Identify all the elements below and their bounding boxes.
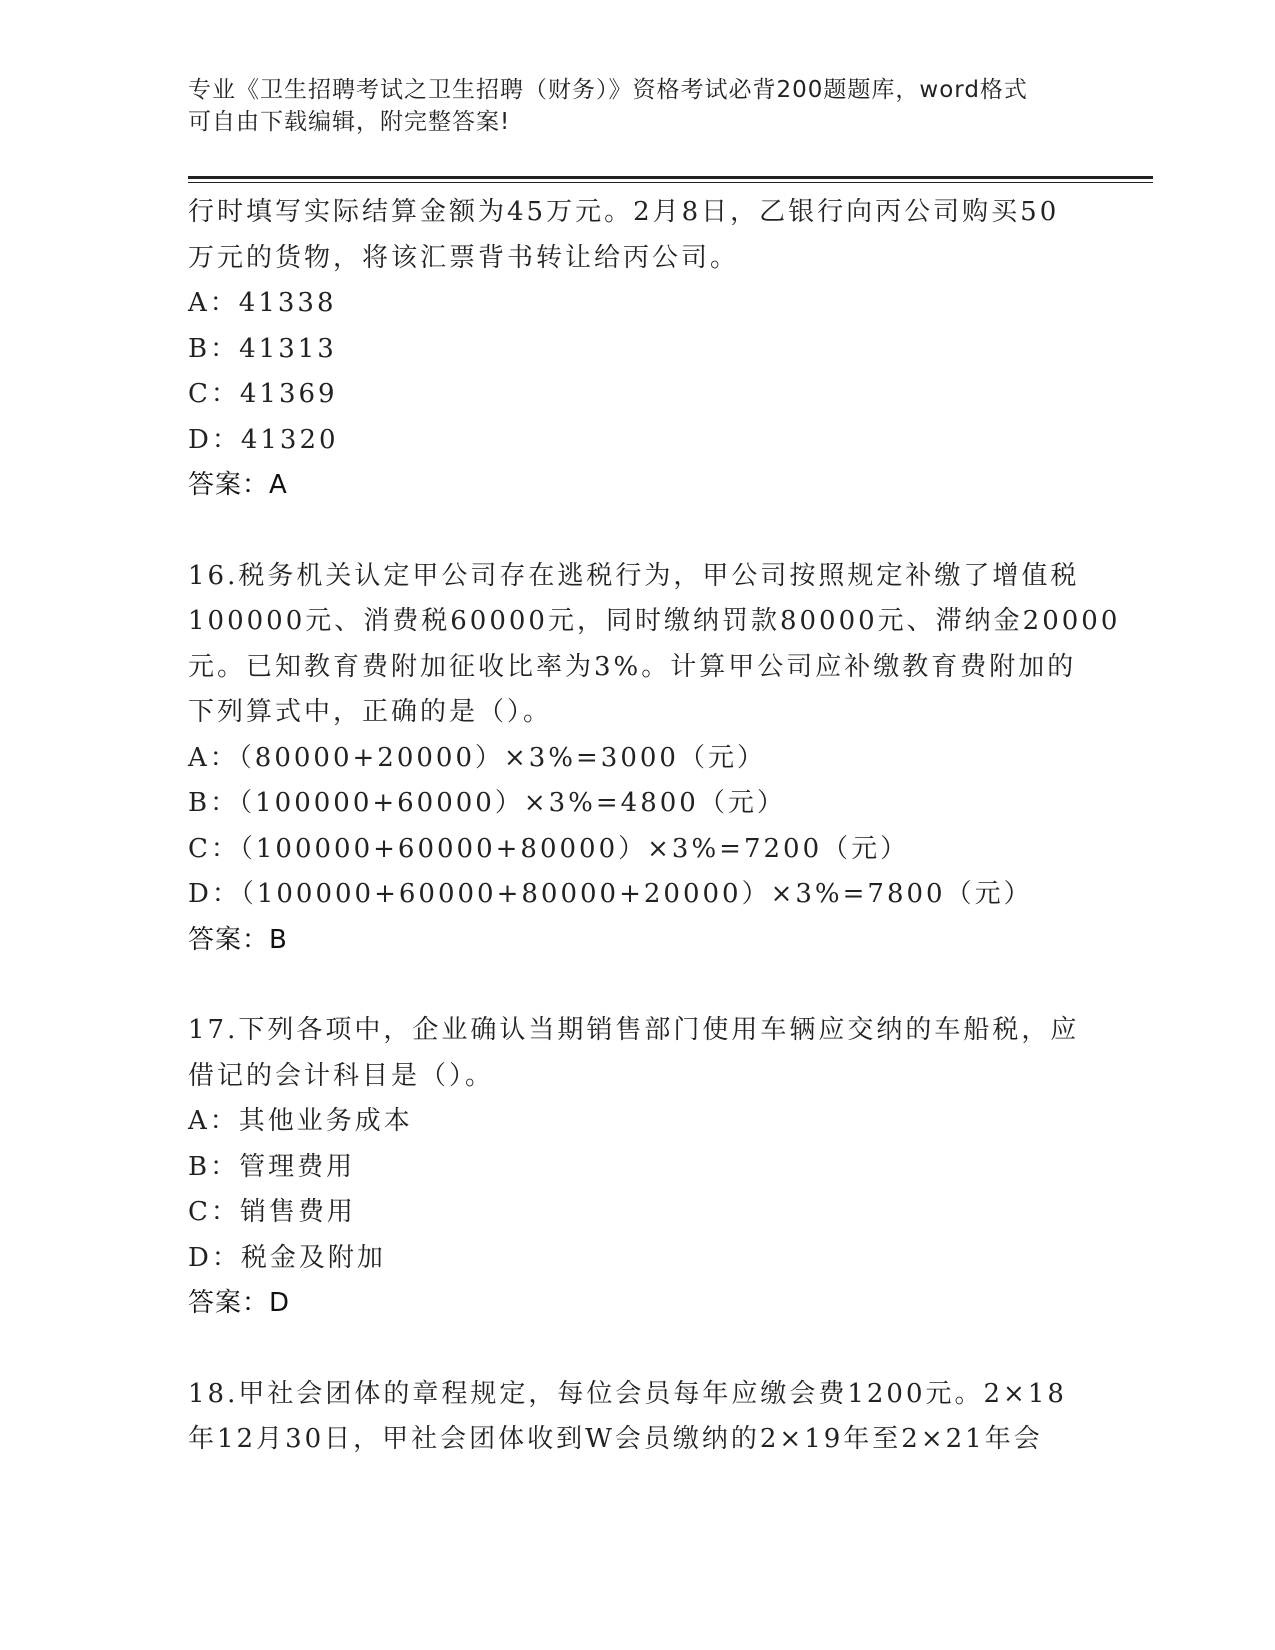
- header-line-1: 专业《卫生招聘考试之卫生招聘（财务）》资格考试必背200题题库，word格式: [188, 77, 1028, 103]
- question-text-line: 17.下列各项中，企业确认当期销售部门使用车辆应交纳的车船税，应: [188, 1015, 1080, 1045]
- question-text-line: 元。已知教育费附加征收比率为3%。计算甲公司应补缴教育费附加的: [188, 651, 1077, 682]
- question-17: [188, 1008, 1088, 1327]
- page-header: [188, 74, 1088, 138]
- header-rule-thick: [188, 176, 1153, 179]
- option-b: B：管理费用: [188, 1151, 356, 1182]
- option-d: D：税金及附加: [188, 1242, 386, 1273]
- answer: 答案：D: [188, 1288, 291, 1318]
- option-b: B：（100000+60000）×3%=4800（元）: [188, 788, 786, 818]
- option-a: A：其他业务成本: [188, 1106, 413, 1136]
- spacer: [188, 963, 1088, 1008]
- question-prev: [188, 190, 1088, 509]
- answer: 答案：B: [188, 924, 288, 955]
- question-text-line: 16.税务机关认定甲公司存在逃税行为，甲公司按照规定补缴了增值税: [188, 560, 1080, 591]
- option-d: D：41320: [188, 424, 339, 455]
- option-b: B：41313: [188, 333, 337, 364]
- answer: 答案：A: [188, 470, 288, 500]
- question-text-line: 万元的货物，将该汇票背书转让给丙公司。: [188, 242, 740, 273]
- question-16: [188, 554, 1121, 964]
- header-line-2: 可自由下载编辑，附完整答案!: [188, 109, 511, 135]
- question-text-line: 100000元、消费税60000元，同时缴纳罚款80000元、滞纳金20000: [188, 606, 1121, 636]
- header-rule-thin: [188, 182, 1153, 183]
- question-text-line: 借记的会计科目是（）。: [188, 1060, 495, 1091]
- question-text-line: 行时填写实际结算金额为45万元。2月8日，乙银行向丙公司购买50: [188, 197, 1060, 227]
- option-a: A：（80000+20000）×3%=3000（元）: [188, 742, 766, 773]
- option-c: C：销售费用: [188, 1197, 356, 1227]
- question-text-line: 年12月30日，甲社会团体收到W会员缴纳的2×19年至2×21年会: [188, 1424, 1043, 1454]
- question-text-line: 下列算式中，正确的是（）。: [188, 697, 553, 727]
- option-d: D：（100000+60000+80000+20000）×3%=7800（元）: [188, 879, 1033, 909]
- spacer: [188, 509, 1088, 554]
- option-c: C：（100000+60000+80000）×3%=7200（元）: [188, 833, 910, 864]
- question-text-line: 18.甲社会团体的章程规定，每位会员每年应缴会费1200元。2×18: [188, 1378, 1067, 1409]
- spacer: [188, 1327, 1088, 1372]
- document-body: [188, 190, 1121, 1463]
- option-c: C：41369: [188, 379, 338, 409]
- question-18: [188, 1372, 1088, 1463]
- option-a: A：41338: [188, 288, 337, 318]
